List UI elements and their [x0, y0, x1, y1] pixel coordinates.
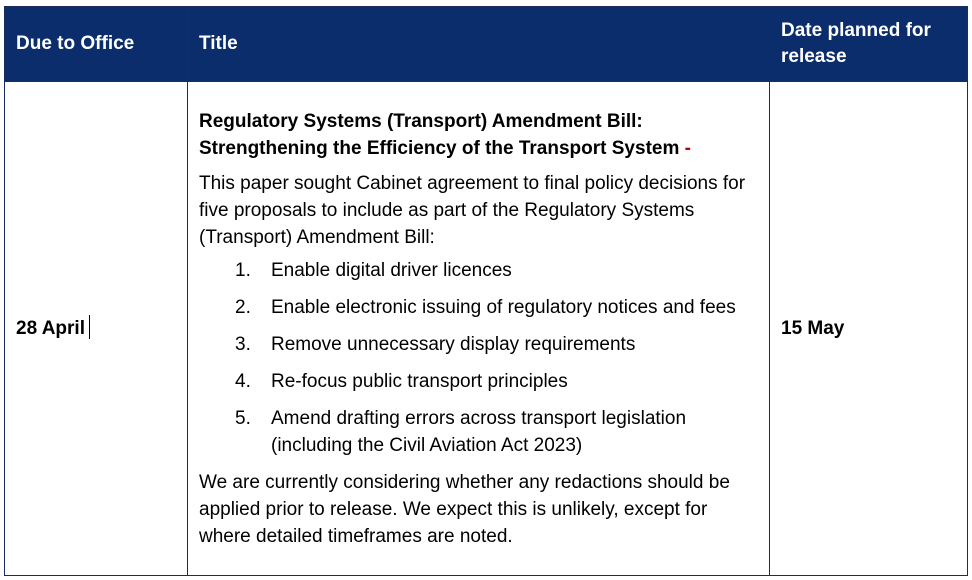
paper-title — [199, 108, 758, 162]
list-item — [199, 405, 758, 459]
due-date-cell[interactable] — [5, 82, 188, 576]
text-cursor — [89, 315, 90, 339]
paper-summary: This paper sought Cabinet agreement to final policy decisions for five proposals to include as part of the Regulatory Systems (Transport) Amendment Bill: — [199, 172, 746, 248]
list-item — [199, 368, 758, 395]
list-item — [199, 257, 758, 284]
table-header-row — [5, 7, 968, 82]
header-due-to-office: Due to Office — [5, 7, 188, 82]
list-item — [199, 331, 758, 358]
table-row — [5, 82, 968, 576]
header-date-planned-for-release: Date planned for release — [770, 7, 968, 82]
list-item-number: 4. — [235, 370, 251, 392]
redaction-note: We are currently considering whether any redactions should be applied prior to release. We expect this is unlikely, except for where detailed timeframes are noted. — [199, 471, 730, 547]
list-item-number: 2. — [235, 296, 251, 318]
list-item-text: Amend drafting errors across transport legislation (including the Civil Aviation Act 2023) — [271, 407, 687, 456]
title-dash: - — [684, 137, 691, 159]
due-date: 28 April — [16, 318, 85, 339]
list-item-text: Remove unnecessary display requirements — [271, 333, 636, 355]
proposal-list — [199, 257, 758, 459]
list-item — [199, 294, 758, 321]
list-item-text: Re-focus public transport principles — [271, 370, 568, 392]
release-date: 15 May — [781, 317, 845, 339]
list-item-text: Enable electronic issuing of regulatory notices and fees — [271, 296, 736, 318]
header-title: Title — [188, 7, 770, 82]
list-item-number: 5. — [235, 407, 251, 429]
list-item-number: 1. — [235, 259, 251, 281]
paper-title-text: Regulatory Systems (Transport) Amendment Bill: Strengthening the Efficiency of the Transport System — [199, 110, 680, 159]
list-item-number: 3. — [235, 333, 251, 355]
title-cell[interactable] — [188, 82, 770, 576]
release-date-cell[interactable] — [770, 82, 968, 576]
release-schedule-table — [4, 6, 968, 576]
list-item-text: Enable digital driver licences — [271, 259, 512, 281]
